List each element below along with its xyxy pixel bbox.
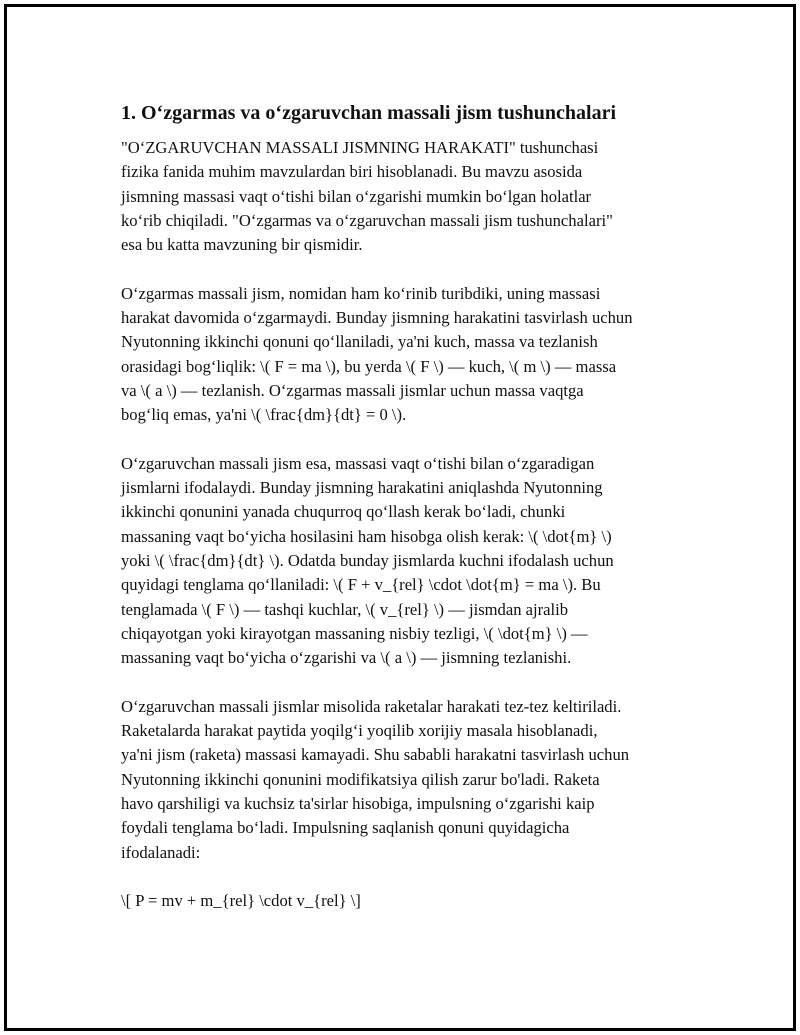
text-line: harakat davomida o‘zgarmaydi. Bunday jismning harakatini tasvirlash uchun [121, 308, 633, 328]
text-line: Nyutonning ikkinchi qonunini modifikatsiya qilish zarur bo'ladi. Raketa [121, 769, 600, 789]
text-line: ikkinchi qonunini yanada chuqurroq qo‘llash kerak bo‘ladi, chunki [121, 502, 566, 522]
text-line: "O‘ZGARUVCHAN MASSALI JISMNING HARAKATI" tushunchasi [121, 138, 599, 157]
text-line: yoki \( \frac{dm}{dt} \). Odatda bunday jismlarda kuchni ifodalash uchun [121, 551, 614, 571]
text-line: tenglamada \( F \) — tashqi kuchlar, \( v_{rel} \) — jismdan ajralib [121, 599, 569, 619]
text-line: havo qarshiligi va kuchsiz ta'sirlar hisobiga, impulsning o‘zgarishi kaip [121, 794, 595, 814]
paragraph-constant-mass [121, 282, 701, 428]
text-line: massaning vaqt bo‘yicha hosilasini ham hisobga olish kerak: \( \dot{m} \) [121, 526, 612, 546]
text-line: orasidagi bog‘liqlik: \( F = ma \), bu yerda \( F \) — kuch, \( m \) — massa [121, 356, 617, 376]
text-line: ya'ni jism (raketa) massasi kamayadi. Shu sababli harakatni tasvirlash uchun [121, 745, 630, 765]
text-line: O‘zgaruvchan massali jismlar misolida raketalar harakati tez-tez keltiriladi. [121, 696, 622, 716]
section-heading: 1. O‘zgarmas va o‘zgaruvchan massali jism tushunchalari [121, 102, 616, 124]
text-line: bog‘liq emas, ya'ni \( \frac{dm}{dt} = 0 \). [121, 405, 407, 425]
text-line: massaning vaqt bo‘yicha o‘zgarishi va \( a \) — jismning tezlanishi. [121, 648, 572, 668]
page-frame [4, 4, 796, 1031]
text-line: esa bu katta mavzuning bir qismidir. [121, 235, 363, 255]
text-line: quyidagi tenglama qo‘llaniladi: \( F + v_{rel} \cdot \dot{m} = ma \). Bu [121, 575, 601, 595]
text-line: chiqayotgan yoki kirayotgan massaning nisbiy tezligi, \( \dot{m} \) — [121, 623, 588, 643]
text-line: Raketalarda harakat paytida yoqilg‘i yoqilib xorijiy masala hisoblanadi, [121, 721, 598, 741]
text-line: foydali tenglama bo‘ladi. Impulsning saqlanish qonuni quyidagicha [121, 818, 570, 838]
text-line: Nyutonning ikkinchi qonuni qo‘llaniladi, ya'ni kuch, massa va tezlanish [121, 332, 598, 352]
paragraph-variable-mass [121, 452, 701, 671]
paragraph-intro [121, 136, 701, 257]
momentum-formula: \[ P = mv + m_{rel} \cdot v_{rel} \] [121, 891, 361, 911]
text-line: jismlarni ifodalaydi. Bunday jismning harakatini aniqlashda Nyutonning [121, 478, 603, 498]
paragraph-rockets [121, 695, 701, 865]
text-line: ko‘rib chiqiladi. "O‘zgarmas va o‘zgaruvchan massali jism tushunchalari" [121, 210, 613, 230]
text-line: O‘zgarmas massali jism, nomidan ham ko‘rinib turibdiki, uning massasi [121, 283, 601, 303]
text-line: O‘zgaruvchan massali jism esa, massasi vaqt o‘tishi bilan o‘zgaradigan [121, 453, 595, 473]
text-line: jismning massasi vaqt o‘tishi bilan o‘zgarishi mumkin bo‘lgan holatlar [121, 186, 592, 206]
document-body [121, 99, 701, 914]
text-line: va \( a \) — tezlanish. O‘zgarmas massali jismlar uchun massa vaqtga [121, 380, 584, 400]
text-line: ifodalanadi: [121, 842, 201, 862]
text-line: fizika fanida muhim mavzulardan biri hisoblanadi. Bu mavzu asosida [121, 162, 583, 182]
